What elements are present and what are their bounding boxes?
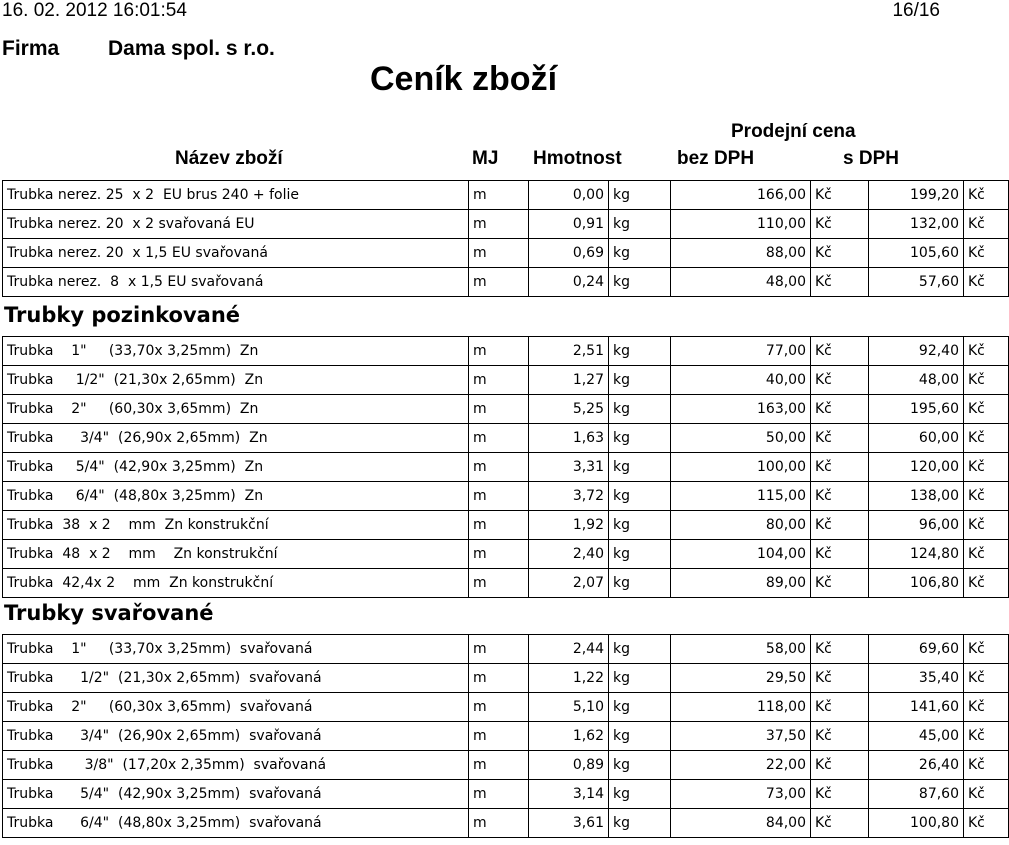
cell-price: 77,00: [671, 337, 811, 366]
cell-mj: m: [469, 635, 529, 664]
section-title: Trubky svařované: [4, 601, 214, 625]
cell-wunit: kg: [609, 693, 671, 722]
cell-weight: 0,24: [529, 268, 609, 297]
cell-price: 84,00: [671, 809, 811, 838]
cell-mj: m: [469, 780, 529, 809]
cell-cur: Kč: [811, 569, 869, 598]
firma-name: Dama spol. s r.o.: [108, 37, 275, 60]
cell-weight: 5,25: [529, 395, 609, 424]
cell-mj: m: [469, 511, 529, 540]
cell-mj: m: [469, 482, 529, 511]
cell-weight: 2,07: [529, 569, 609, 598]
table-row: [3, 210, 1009, 239]
table-row: [3, 540, 1009, 569]
price-table: [2, 634, 1009, 838]
cell-cur: Kč: [811, 511, 869, 540]
cell-cur2: Kč: [964, 239, 1009, 268]
cell-mj: m: [469, 181, 529, 210]
column-header-bez-dph: bez DPH: [677, 148, 755, 169]
cell-weight: 5,10: [529, 693, 609, 722]
cell-price-vat: 57,60: [869, 268, 964, 297]
cell-cur2: Kč: [964, 751, 1009, 780]
cell-price: 118,00: [671, 693, 811, 722]
cell-wunit: kg: [609, 337, 671, 366]
cell-cur2: Kč: [964, 540, 1009, 569]
cell-wunit: kg: [609, 366, 671, 395]
cell-price-vat: 199,20: [869, 181, 964, 210]
cell-cur: Kč: [811, 540, 869, 569]
cell-weight: 0,00: [529, 181, 609, 210]
cell-wunit: kg: [609, 540, 671, 569]
cell-cur: Kč: [811, 664, 869, 693]
cell-wunit: kg: [609, 482, 671, 511]
cell-wunit: kg: [609, 635, 671, 664]
cell-cur: Kč: [811, 424, 869, 453]
cell-price-vat: 100,80: [869, 809, 964, 838]
cell-wunit: kg: [609, 395, 671, 424]
cell-name: Trubka 48 x 2 mm Zn konstrukční: [3, 540, 469, 569]
cell-price: 48,00: [671, 268, 811, 297]
cell-cur: Kč: [811, 366, 869, 395]
cell-wunit: kg: [609, 239, 671, 268]
cell-name: Trubka 5/4" (42,90x 3,25mm) Zn: [3, 453, 469, 482]
cell-price-vat: 141,60: [869, 693, 964, 722]
cell-weight: 3,72: [529, 482, 609, 511]
cell-name: Trubka 2" (60,30x 3,65mm) Zn: [3, 395, 469, 424]
cell-price-vat: 106,80: [869, 569, 964, 598]
cell-cur2: Kč: [964, 511, 1009, 540]
cell-weight: 2,44: [529, 635, 609, 664]
cell-name: Trubka 1/2" (21,30x 2,65mm) svařovaná: [3, 664, 469, 693]
column-header-hmotnost: Hmotnost: [533, 148, 622, 169]
cell-cur2: Kč: [964, 453, 1009, 482]
table-row: [3, 268, 1009, 297]
cell-wunit: kg: [609, 424, 671, 453]
table-row: [3, 424, 1009, 453]
cell-name: Trubka 1/2" (21,30x 2,65mm) Zn: [3, 366, 469, 395]
cell-price: 50,00: [671, 424, 811, 453]
cell-name: Trubka 3/4" (26,90x 2,65mm) svařovaná: [3, 722, 469, 751]
cell-cur2: Kč: [964, 424, 1009, 453]
cell-mj: m: [469, 664, 529, 693]
cell-price-vat: 48,00: [869, 366, 964, 395]
cell-mj: m: [469, 809, 529, 838]
price-table: [2, 180, 1009, 297]
cell-mj: m: [469, 453, 529, 482]
cell-weight: 3,61: [529, 809, 609, 838]
cell-weight: 3,31: [529, 453, 609, 482]
cell-weight: 1,27: [529, 366, 609, 395]
cell-wunit: kg: [609, 181, 671, 210]
table-row: [3, 780, 1009, 809]
cell-weight: 1,62: [529, 722, 609, 751]
cell-price-vat: 87,60: [869, 780, 964, 809]
cell-price: 40,00: [671, 366, 811, 395]
cell-cur2: Kč: [964, 664, 1009, 693]
table-row: [3, 181, 1009, 210]
cell-cur: Kč: [811, 337, 869, 366]
cell-cur: Kč: [811, 210, 869, 239]
table-row: [3, 722, 1009, 751]
cell-price-vat: 132,00: [869, 210, 964, 239]
cell-cur: Kč: [811, 635, 869, 664]
cell-cur2: Kč: [964, 722, 1009, 751]
table-row: [3, 664, 1009, 693]
cell-cur2: Kč: [964, 780, 1009, 809]
cell-price: 58,00: [671, 635, 811, 664]
cell-price: 110,00: [671, 210, 811, 239]
table-row: [3, 482, 1009, 511]
cell-name: Trubka 3/8" (17,20x 2,35mm) svařovaná: [3, 751, 469, 780]
print-datetime: 16. 02. 2012 16:01:54: [2, 0, 187, 21]
cell-price-vat: 105,60: [869, 239, 964, 268]
cell-weight: 0,91: [529, 210, 609, 239]
table-row: [3, 337, 1009, 366]
cell-wunit: kg: [609, 210, 671, 239]
table-row: [3, 239, 1009, 268]
cell-wunit: kg: [609, 664, 671, 693]
cell-cur: Kč: [811, 751, 869, 780]
cell-price-vat: 92,40: [869, 337, 964, 366]
cell-name: Trubka nerez. 25 x 2 EU brus 240 + folie: [3, 181, 469, 210]
cell-mj: m: [469, 210, 529, 239]
table-row: [3, 635, 1009, 664]
column-header-prodejni-cena: Prodejní cena: [731, 121, 856, 142]
cell-price-vat: 60,00: [869, 424, 964, 453]
table-row: [3, 569, 1009, 598]
cell-mj: m: [469, 239, 529, 268]
cell-cur2: Kč: [964, 693, 1009, 722]
cell-cur: Kč: [811, 722, 869, 751]
cell-price: 100,00: [671, 453, 811, 482]
table-row: [3, 809, 1009, 838]
column-header-nazev: Název zboží: [175, 148, 283, 169]
cell-wunit: kg: [609, 511, 671, 540]
section-title: Trubky pozinkované: [4, 303, 241, 327]
cell-wunit: kg: [609, 268, 671, 297]
cell-cur2: Kč: [964, 635, 1009, 664]
cell-price: 163,00: [671, 395, 811, 424]
cell-weight: 1,92: [529, 511, 609, 540]
cell-price-vat: 45,00: [869, 722, 964, 751]
cell-price: 73,00: [671, 780, 811, 809]
cell-mj: m: [469, 751, 529, 780]
column-header-s-dph: s DPH: [843, 148, 899, 169]
table-row: [3, 751, 1009, 780]
cell-mj: m: [469, 268, 529, 297]
cell-cur: Kč: [811, 780, 869, 809]
cell-weight: 0,89: [529, 751, 609, 780]
cell-price-vat: 26,40: [869, 751, 964, 780]
cell-name: Trubka 1" (33,70x 3,25mm) svařovaná: [3, 635, 469, 664]
cell-price-vat: 120,00: [869, 453, 964, 482]
cell-cur: Kč: [811, 693, 869, 722]
cell-wunit: kg: [609, 751, 671, 780]
cell-name: Trubka 6/4" (48,80x 3,25mm) Zn: [3, 482, 469, 511]
cell-price-vat: 35,40: [869, 664, 964, 693]
cell-wunit: kg: [609, 722, 671, 751]
cell-cur: Kč: [811, 239, 869, 268]
cell-name: Trubka nerez. 20 x 2 svařovaná EU: [3, 210, 469, 239]
cell-wunit: kg: [609, 569, 671, 598]
cell-price: 115,00: [671, 482, 811, 511]
cell-cur2: Kč: [964, 268, 1009, 297]
cell-price: 88,00: [671, 239, 811, 268]
firma-label: Firma: [2, 37, 60, 60]
cell-mj: m: [469, 722, 529, 751]
cell-cur2: Kč: [964, 569, 1009, 598]
cell-mj: m: [469, 395, 529, 424]
cell-cur2: Kč: [964, 366, 1009, 395]
cell-price-vat: 69,60: [869, 635, 964, 664]
cell-mj: m: [469, 337, 529, 366]
cell-name: Trubka 42,4x 2 mm Zn konstrukční: [3, 569, 469, 598]
cell-name: Trubka 2" (60,30x 3,65mm) svařovaná: [3, 693, 469, 722]
cell-price: 29,50: [671, 664, 811, 693]
cell-name: Trubka 5/4" (42,90x 3,25mm) svařovaná: [3, 780, 469, 809]
cell-cur: Kč: [811, 268, 869, 297]
cell-wunit: kg: [609, 453, 671, 482]
cell-price: 22,00: [671, 751, 811, 780]
cell-price: 80,00: [671, 511, 811, 540]
cell-name: Trubka nerez. 8 x 1,5 EU svařovaná: [3, 268, 469, 297]
cell-price: 37,50: [671, 722, 811, 751]
cell-weight: 0,69: [529, 239, 609, 268]
cell-price-vat: 138,00: [869, 482, 964, 511]
cell-mj: m: [469, 366, 529, 395]
cell-cur: Kč: [811, 482, 869, 511]
cell-price: 89,00: [671, 569, 811, 598]
cell-cur2: Kč: [964, 181, 1009, 210]
cell-cur: Kč: [811, 453, 869, 482]
cell-name: Trubka 3/4" (26,90x 2,65mm) Zn: [3, 424, 469, 453]
cell-price-vat: 124,80: [869, 540, 964, 569]
cell-price: 104,00: [671, 540, 811, 569]
table-row: [3, 453, 1009, 482]
table-row: [3, 511, 1009, 540]
cell-cur2: Kč: [964, 337, 1009, 366]
cell-price-vat: 96,00: [869, 511, 964, 540]
cell-cur: Kč: [811, 395, 869, 424]
cell-wunit: kg: [609, 809, 671, 838]
cell-mj: m: [469, 569, 529, 598]
cell-name: Trubka 1" (33,70x 3,25mm) Zn: [3, 337, 469, 366]
cell-cur2: Kč: [964, 395, 1009, 424]
cell-mj: m: [469, 424, 529, 453]
cell-price-vat: 195,60: [869, 395, 964, 424]
cell-wunit: kg: [609, 780, 671, 809]
cell-weight: 1,22: [529, 664, 609, 693]
cell-cur: Kč: [811, 809, 869, 838]
cell-weight: 2,51: [529, 337, 609, 366]
cell-name: Trubka 6/4" (48,80x 3,25mm) svařovaná: [3, 809, 469, 838]
price-table: [2, 336, 1009, 598]
cell-cur2: Kč: [964, 482, 1009, 511]
table-row: [3, 395, 1009, 424]
cell-weight: 1,63: [529, 424, 609, 453]
cell-mj: m: [469, 540, 529, 569]
column-header-mj: MJ: [472, 148, 499, 169]
cell-name: Trubka 38 x 2 mm Zn konstrukční: [3, 511, 469, 540]
table-row: [3, 366, 1009, 395]
cell-mj: m: [469, 693, 529, 722]
cell-cur2: Kč: [964, 210, 1009, 239]
cell-weight: 3,14: [529, 780, 609, 809]
cell-weight: 2,40: [529, 540, 609, 569]
cell-price: 166,00: [671, 181, 811, 210]
page-number: 16/16: [892, 0, 940, 21]
page-title: Ceník zboží: [370, 60, 558, 98]
cell-name: Trubka nerez. 20 x 1,5 EU svařovaná: [3, 239, 469, 268]
cell-cur: Kč: [811, 181, 869, 210]
cell-cur2: Kč: [964, 809, 1009, 838]
table-row: [3, 693, 1009, 722]
